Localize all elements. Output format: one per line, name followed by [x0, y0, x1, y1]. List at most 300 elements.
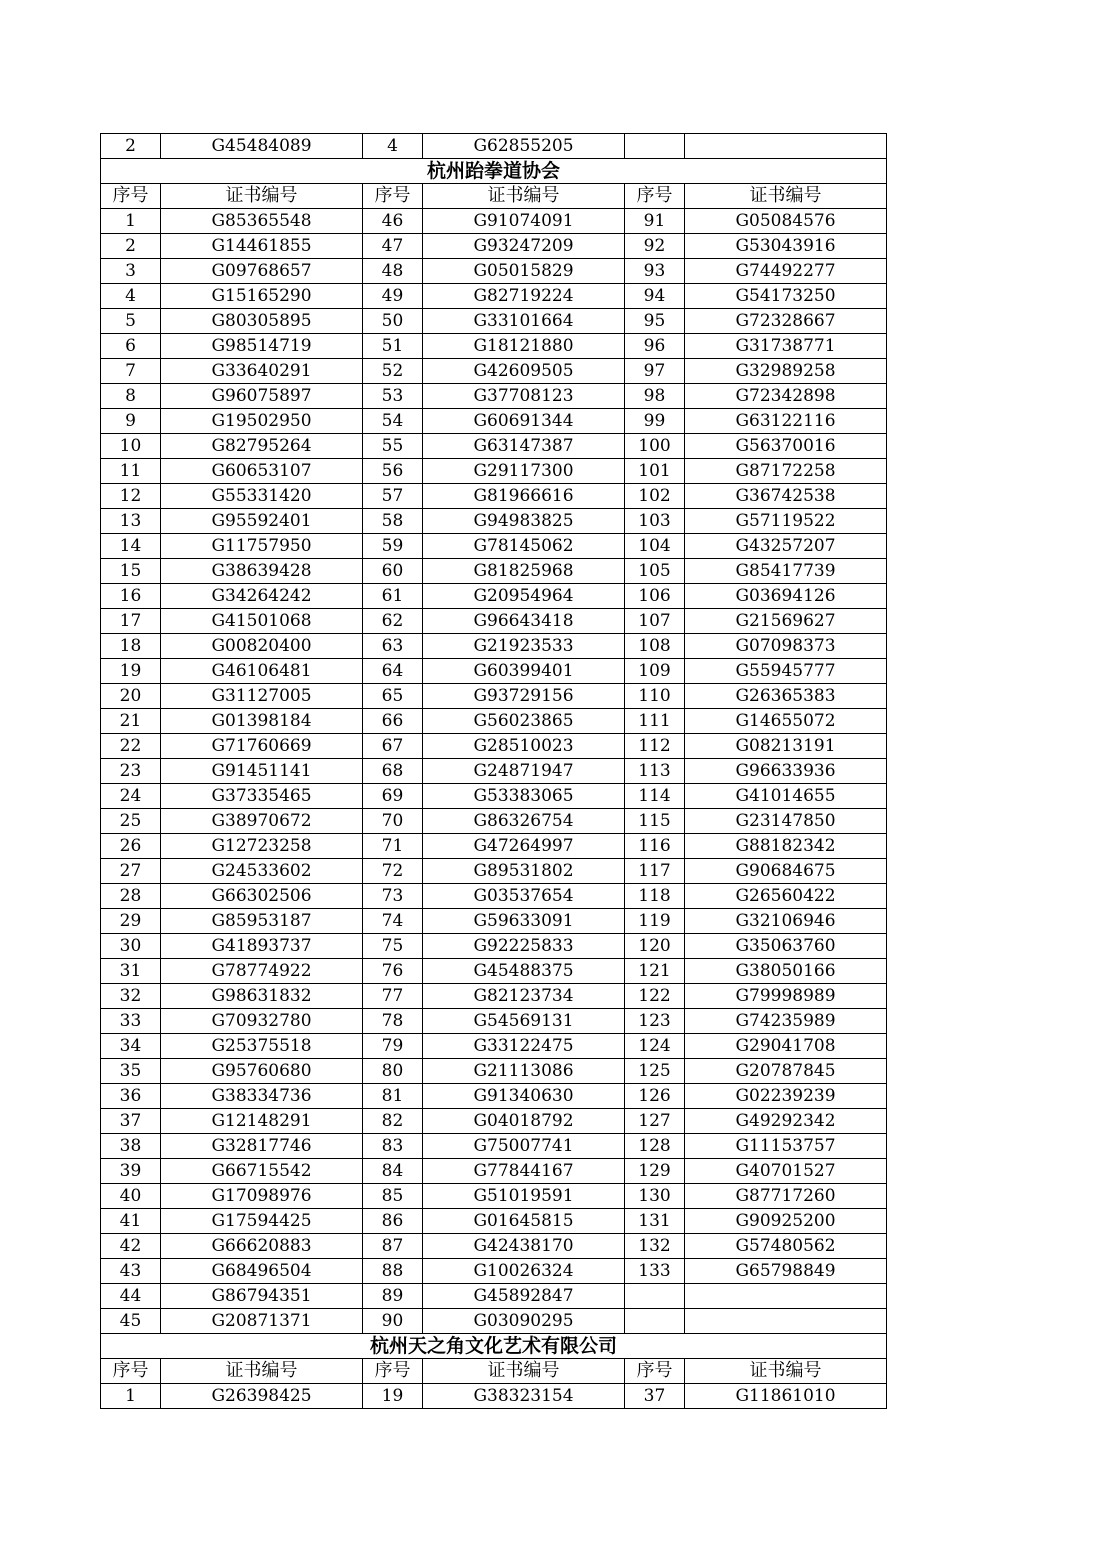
certificate-number-cell: G45892847: [423, 1284, 625, 1309]
certificate-number-cell: G66715542: [161, 1159, 363, 1184]
table-row: [101, 1084, 887, 1109]
serial-number-cell: 129: [625, 1159, 685, 1184]
serial-number-cell: 29: [101, 909, 161, 934]
serial-number-cell: 118: [625, 884, 685, 909]
certificate-number-cell: G10026324: [423, 1259, 625, 1284]
serial-number-cell: 17: [101, 609, 161, 634]
serial-number-cell: 30: [101, 934, 161, 959]
table-row: [101, 284, 887, 309]
serial-number-cell: 77: [363, 984, 423, 1009]
serial-number-cell: 81: [363, 1084, 423, 1109]
serial-number-cell: 79: [363, 1034, 423, 1059]
table-row: [101, 1034, 887, 1059]
certificate-number-cell: G45484089: [161, 134, 363, 159]
serial-number-cell: 131: [625, 1209, 685, 1234]
certificate-number-cell: G78145062: [423, 534, 625, 559]
serial-number-cell: 9: [101, 409, 161, 434]
serial-number-cell: 78: [363, 1009, 423, 1034]
serial-number-cell: 65: [363, 684, 423, 709]
serial-number-cell: 86: [363, 1209, 423, 1234]
serial-number-cell: 23: [101, 759, 161, 784]
serial-number-cell: 19: [363, 1384, 423, 1409]
certificate-number-cell: G08213191: [685, 734, 887, 759]
serial-number-cell: 122: [625, 984, 685, 1009]
certificate-number-cell: G29117300: [423, 459, 625, 484]
certificate-number-cell: G43257207: [685, 534, 887, 559]
serial-number-cell: 27: [101, 859, 161, 884]
serial-number-cell: 113: [625, 759, 685, 784]
serial-number-cell: 60: [363, 559, 423, 584]
certificate-number-cell: G91451141: [161, 759, 363, 784]
serial-number-cell: 110: [625, 684, 685, 709]
serial-number-cell: 40: [101, 1184, 161, 1209]
certificate-number-cell: G32989258: [685, 359, 887, 384]
serial-number-cell: 28: [101, 884, 161, 909]
certificate-number-cell: G17594425: [161, 1209, 363, 1234]
serial-number-cell: 115: [625, 809, 685, 834]
certificate-number-cell: G45488375: [423, 959, 625, 984]
certificate-number-cell: G01398184: [161, 709, 363, 734]
certificate-number-cell: G03090295: [423, 1309, 625, 1334]
serial-number-cell: 66: [363, 709, 423, 734]
certificate-number-cell: G33101664: [423, 309, 625, 334]
certificate-number-cell: G82719224: [423, 284, 625, 309]
serial-number-cell: 101: [625, 459, 685, 484]
serial-number-cell: 111: [625, 709, 685, 734]
certificate-number-cell: G53043916: [685, 234, 887, 259]
table-row: [101, 259, 887, 284]
serial-number-cell: 90: [363, 1309, 423, 1334]
table-row: [101, 1234, 887, 1259]
table-row: [101, 584, 887, 609]
serial-number-cell: 14: [101, 534, 161, 559]
table-row: [101, 1134, 887, 1159]
certificate-number-cell: G38970672: [161, 809, 363, 834]
serial-number-cell: 85: [363, 1184, 423, 1209]
serial-number-cell: 76: [363, 959, 423, 984]
serial-number-cell: 59: [363, 534, 423, 559]
serial-number-cell: 46: [363, 209, 423, 234]
certificate-number-cell: G15165290: [161, 284, 363, 309]
certificate-number-cell: G54569131: [423, 1009, 625, 1034]
serial-number-cell: 116: [625, 834, 685, 859]
table-row: [101, 384, 887, 409]
serial-number-cell: 36: [101, 1084, 161, 1109]
table-row: [101, 834, 887, 859]
certificate-number-cell: G60691344: [423, 409, 625, 434]
certificate-number-cell: G05015829: [423, 259, 625, 284]
table-row: [101, 1184, 887, 1209]
serial-number-cell: 83: [363, 1134, 423, 1159]
table-row: [101, 509, 887, 534]
serial-number-cell: 31: [101, 959, 161, 984]
table-row: [101, 1284, 887, 1309]
serial-number-cell: 44: [101, 1284, 161, 1309]
certificate-number-cell: G98631832: [161, 984, 363, 1009]
certificate-number-cell: G29041708: [685, 1034, 887, 1059]
certificate-number-cell: G37335465: [161, 784, 363, 809]
serial-number-cell: 133: [625, 1259, 685, 1284]
header-serial-number: 序号: [363, 1359, 423, 1384]
certificate-number-cell: G55945777: [685, 659, 887, 684]
certificate-number-cell: G66302506: [161, 884, 363, 909]
serial-number-cell: 20: [101, 684, 161, 709]
certificate-number-cell: G32817746: [161, 1134, 363, 1159]
certificate-number-cell: G63122116: [685, 409, 887, 434]
serial-number-cell: 117: [625, 859, 685, 884]
serial-number-cell: 67: [363, 734, 423, 759]
serial-number-cell: 114: [625, 784, 685, 809]
certificate-number-cell: G01645815: [423, 1209, 625, 1234]
certificate-table: [100, 133, 887, 1409]
serial-number-cell: 63: [363, 634, 423, 659]
certificate-number-cell: G74492277: [685, 259, 887, 284]
certificate-number-cell: G33122475: [423, 1034, 625, 1059]
header-certificate-number: 证书编号: [423, 184, 625, 209]
table-row: [101, 909, 887, 934]
serial-number-cell: 54: [363, 409, 423, 434]
certificate-number-cell: G12148291: [161, 1109, 363, 1134]
serial-number-cell: 11: [101, 459, 161, 484]
table-row: [101, 734, 887, 759]
serial-number-cell: 80: [363, 1059, 423, 1084]
certificate-number-cell: G28510023: [423, 734, 625, 759]
certificate-number-cell: G96075897: [161, 384, 363, 409]
serial-number-cell: 39: [101, 1159, 161, 1184]
certificate-number-cell: G81825968: [423, 559, 625, 584]
certificate-number-cell: G57119522: [685, 509, 887, 534]
serial-number-cell: 88: [363, 1259, 423, 1284]
serial-number-cell: 6: [101, 334, 161, 359]
serial-number-cell: 45: [101, 1309, 161, 1334]
serial-number-cell: 84: [363, 1159, 423, 1184]
certificate-number-cell: G42609505: [423, 359, 625, 384]
certificate-number-cell: G35063760: [685, 934, 887, 959]
certificate-number-cell: G56023865: [423, 709, 625, 734]
certificate-number-cell: G31738771: [685, 334, 887, 359]
serial-number-cell: 38: [101, 1134, 161, 1159]
serial-number-cell: 105: [625, 559, 685, 584]
serial-number-cell: 82: [363, 1109, 423, 1134]
certificate-number-cell: G81966616: [423, 484, 625, 509]
certificate-number-cell: G03537654: [423, 884, 625, 909]
serial-number-cell: [625, 1309, 685, 1334]
certificate-number-cell: G72342898: [685, 384, 887, 409]
certificate-number-cell: G41893737: [161, 934, 363, 959]
certificate-number-cell: G63147387: [423, 434, 625, 459]
table-row: [101, 759, 887, 784]
certificate-number-cell: G20871371: [161, 1309, 363, 1334]
certificate-number-cell: G68496504: [161, 1259, 363, 1284]
certificate-number-cell: G37708123: [423, 384, 625, 409]
certificate-number-cell: G09768657: [161, 259, 363, 284]
certificate-number-cell: G98514719: [161, 334, 363, 359]
serial-number-cell: 16: [101, 584, 161, 609]
certificate-number-cell: G93247209: [423, 234, 625, 259]
header-serial-number: 序号: [101, 184, 161, 209]
serial-number-cell: 104: [625, 534, 685, 559]
table-row: [101, 234, 887, 259]
serial-number-cell: 64: [363, 659, 423, 684]
certificate-number-cell: G71760669: [161, 734, 363, 759]
header-certificate-number: 证书编号: [161, 1359, 363, 1384]
serial-number-cell: 15: [101, 559, 161, 584]
table-row: [101, 209, 887, 234]
section-title-row: [101, 1334, 887, 1359]
certificate-number-cell: G77844167: [423, 1159, 625, 1184]
serial-number-cell: 103: [625, 509, 685, 534]
certificate-number-cell: G51019591: [423, 1184, 625, 1209]
serial-number-cell: 73: [363, 884, 423, 909]
serial-number-cell: 43: [101, 1259, 161, 1284]
certificate-number-cell: G75007741: [423, 1134, 625, 1159]
certificate-number-cell: G23147850: [685, 809, 887, 834]
certificate-number-cell: G11861010: [685, 1384, 887, 1409]
serial-number-cell: 98: [625, 384, 685, 409]
table-row: [101, 984, 887, 1009]
certificate-number-cell: G85417739: [685, 559, 887, 584]
serial-number-cell: 5: [101, 309, 161, 334]
table-row: [101, 484, 887, 509]
serial-number-cell: 62: [363, 609, 423, 634]
certificate-number-cell: G70932780: [161, 1009, 363, 1034]
serial-number-cell: 48: [363, 259, 423, 284]
certificate-number-cell: G41014655: [685, 784, 887, 809]
certificate-number-cell: [685, 134, 887, 159]
table-row: [101, 709, 887, 734]
serial-number-cell: 123: [625, 1009, 685, 1034]
certificate-number-cell: G41501068: [161, 609, 363, 634]
certificate-number-cell: G57480562: [685, 1234, 887, 1259]
table-row: [101, 1309, 887, 1334]
table-row: [101, 959, 887, 984]
certificate-number-cell: G26365383: [685, 684, 887, 709]
certificate-number-cell: G95760680: [161, 1059, 363, 1084]
serial-number-cell: 24: [101, 784, 161, 809]
certificate-number-cell: G65798849: [685, 1259, 887, 1284]
table-row: [101, 459, 887, 484]
table-row: [101, 334, 887, 359]
certificate-number-cell: G96643418: [423, 609, 625, 634]
certificate-number-cell: G21569627: [685, 609, 887, 634]
serial-number-cell: 91: [625, 209, 685, 234]
serial-number-cell: 4: [101, 284, 161, 309]
certificate-number-cell: G88182342: [685, 834, 887, 859]
certificate-number-cell: G87172258: [685, 459, 887, 484]
certificate-number-cell: G42438170: [423, 1234, 625, 1259]
header-row: [101, 1359, 887, 1384]
certificate-number-cell: G94983825: [423, 509, 625, 534]
table-row: [101, 634, 887, 659]
table-row: [101, 1159, 887, 1184]
serial-number-cell: 56: [363, 459, 423, 484]
certificate-number-cell: G38323154: [423, 1384, 625, 1409]
header-certificate-number: 证书编号: [161, 184, 363, 209]
certificate-number-cell: G05084576: [685, 209, 887, 234]
serial-number-cell: 72: [363, 859, 423, 884]
certificate-number-cell: G80305895: [161, 309, 363, 334]
certificate-number-cell: G85365548: [161, 209, 363, 234]
serial-number-cell: 41: [101, 1209, 161, 1234]
serial-number-cell: 128: [625, 1134, 685, 1159]
table-row: [101, 784, 887, 809]
header-serial-number: 序号: [363, 184, 423, 209]
serial-number-cell: 119: [625, 909, 685, 934]
table-row: [101, 409, 887, 434]
serial-number-cell: 50: [363, 309, 423, 334]
table-row: [101, 534, 887, 559]
serial-number-cell: 71: [363, 834, 423, 859]
table-row: [101, 1384, 887, 1409]
certificate-number-cell: G18121880: [423, 334, 625, 359]
table-row: [101, 309, 887, 334]
table-row: [101, 434, 887, 459]
serial-number-cell: 35: [101, 1059, 161, 1084]
table-row: [101, 1259, 887, 1284]
serial-number-cell: 109: [625, 659, 685, 684]
serial-number-cell: 33: [101, 1009, 161, 1034]
serial-number-cell: 2: [101, 134, 161, 159]
serial-number-cell: 108: [625, 634, 685, 659]
serial-number-cell: 112: [625, 734, 685, 759]
certificate-number-cell: G74235989: [685, 1009, 887, 1034]
certificate-number-cell: G12723258: [161, 834, 363, 859]
certificate-number-cell: G82795264: [161, 434, 363, 459]
table-row: [101, 609, 887, 634]
serial-number-cell: 58: [363, 509, 423, 534]
section-title: 杭州天之角文化艺术有限公司: [101, 1334, 887, 1359]
serial-number-cell: 49: [363, 284, 423, 309]
certificate-number-cell: G60399401: [423, 659, 625, 684]
certificate-number-cell: G21923533: [423, 634, 625, 659]
serial-number-cell: 55: [363, 434, 423, 459]
table-row: [101, 809, 887, 834]
certificate-number-cell: [685, 1284, 887, 1309]
certificate-number-cell: G78774922: [161, 959, 363, 984]
table-row: [101, 359, 887, 384]
certificate-number-cell: G03694126: [685, 584, 887, 609]
certificate-number-cell: [685, 1309, 887, 1334]
certificate-number-cell: G90684675: [685, 859, 887, 884]
serial-number-cell: 121: [625, 959, 685, 984]
certificate-number-cell: G25375518: [161, 1034, 363, 1059]
table-row: [101, 1059, 887, 1084]
header-serial-number: 序号: [625, 184, 685, 209]
certificate-number-cell: G38639428: [161, 559, 363, 584]
serial-number-cell: 13: [101, 509, 161, 534]
serial-number-cell: 25: [101, 809, 161, 834]
certificate-number-cell: G17098976: [161, 1184, 363, 1209]
serial-number-cell: 21: [101, 709, 161, 734]
serial-number-cell: 37: [625, 1384, 685, 1409]
serial-number-cell: 37: [101, 1109, 161, 1134]
certificate-number-cell: G49292342: [685, 1109, 887, 1134]
table-row: [101, 884, 887, 909]
certificate-number-cell: G82123734: [423, 984, 625, 1009]
serial-number-cell: 51: [363, 334, 423, 359]
certificate-number-cell: G90925200: [685, 1209, 887, 1234]
certificate-number-cell: G47264997: [423, 834, 625, 859]
certificate-number-cell: G31127005: [161, 684, 363, 709]
certificate-number-cell: G20954964: [423, 584, 625, 609]
certificate-number-cell: G21113086: [423, 1059, 625, 1084]
serial-number-cell: 32: [101, 984, 161, 1009]
serial-number-cell: 4: [363, 134, 423, 159]
certificate-number-cell: G14655072: [685, 709, 887, 734]
certificate-number-cell: G92225833: [423, 934, 625, 959]
serial-number-cell: 52: [363, 359, 423, 384]
header-serial-number: 序号: [625, 1359, 685, 1384]
serial-number-cell: 107: [625, 609, 685, 634]
certificate-number-cell: G33640291: [161, 359, 363, 384]
serial-number-cell: 34: [101, 1034, 161, 1059]
serial-number-cell: 132: [625, 1234, 685, 1259]
certificate-number-cell: G24533602: [161, 859, 363, 884]
serial-number-cell: 70: [363, 809, 423, 834]
certificate-number-cell: G91074091: [423, 209, 625, 234]
serial-number-cell: 74: [363, 909, 423, 934]
table-row: [101, 559, 887, 584]
serial-number-cell: 89: [363, 1284, 423, 1309]
certificate-number-cell: G26560422: [685, 884, 887, 909]
certificate-number-cell: G11757950: [161, 534, 363, 559]
certificate-number-cell: G87717260: [685, 1184, 887, 1209]
certificate-number-cell: G72328667: [685, 309, 887, 334]
certificate-number-cell: G04018792: [423, 1109, 625, 1134]
certificate-number-cell: G86326754: [423, 809, 625, 834]
serial-number-cell: 53: [363, 384, 423, 409]
certificate-number-cell: G38334736: [161, 1084, 363, 1109]
header-certificate-number: 证书编号: [685, 1359, 887, 1384]
serial-number-cell: 19: [101, 659, 161, 684]
table-row: [101, 934, 887, 959]
serial-number-cell: 99: [625, 409, 685, 434]
certificate-number-cell: G19502950: [161, 409, 363, 434]
serial-number-cell: 1: [101, 1384, 161, 1409]
serial-number-cell: 93: [625, 259, 685, 284]
serial-number-cell: 57: [363, 484, 423, 509]
certificate-number-cell: G40701527: [685, 1159, 887, 1184]
certificate-number-cell: G55331420: [161, 484, 363, 509]
serial-number-cell: 127: [625, 1109, 685, 1134]
section-title-row: [101, 159, 887, 184]
section-title: 杭州跆拳道协会: [101, 159, 887, 184]
table-row: [101, 1209, 887, 1234]
serial-number-cell: [625, 1284, 685, 1309]
serial-number-cell: 7: [101, 359, 161, 384]
serial-number-cell: 2: [101, 234, 161, 259]
serial-number-cell: 69: [363, 784, 423, 809]
certificate-number-cell: G96633936: [685, 759, 887, 784]
certificate-number-cell: G36742538: [685, 484, 887, 509]
certificate-number-cell: G93729156: [423, 684, 625, 709]
header-certificate-number: 证书编号: [685, 184, 887, 209]
serial-number-cell: 75: [363, 934, 423, 959]
certificate-number-cell: G14461855: [161, 234, 363, 259]
certificate-number-cell: G20787845: [685, 1059, 887, 1084]
certificate-number-cell: G46106481: [161, 659, 363, 684]
certificate-number-cell: G00820400: [161, 634, 363, 659]
header-certificate-number: 证书编号: [423, 1359, 625, 1384]
header-row: [101, 184, 887, 209]
serial-number-cell: 8: [101, 384, 161, 409]
table-row: [101, 684, 887, 709]
serial-number-cell: 95: [625, 309, 685, 334]
table-row: [101, 1009, 887, 1034]
certificate-number-cell: G60653107: [161, 459, 363, 484]
table-row: [101, 1109, 887, 1134]
serial-number-cell: [625, 134, 685, 159]
